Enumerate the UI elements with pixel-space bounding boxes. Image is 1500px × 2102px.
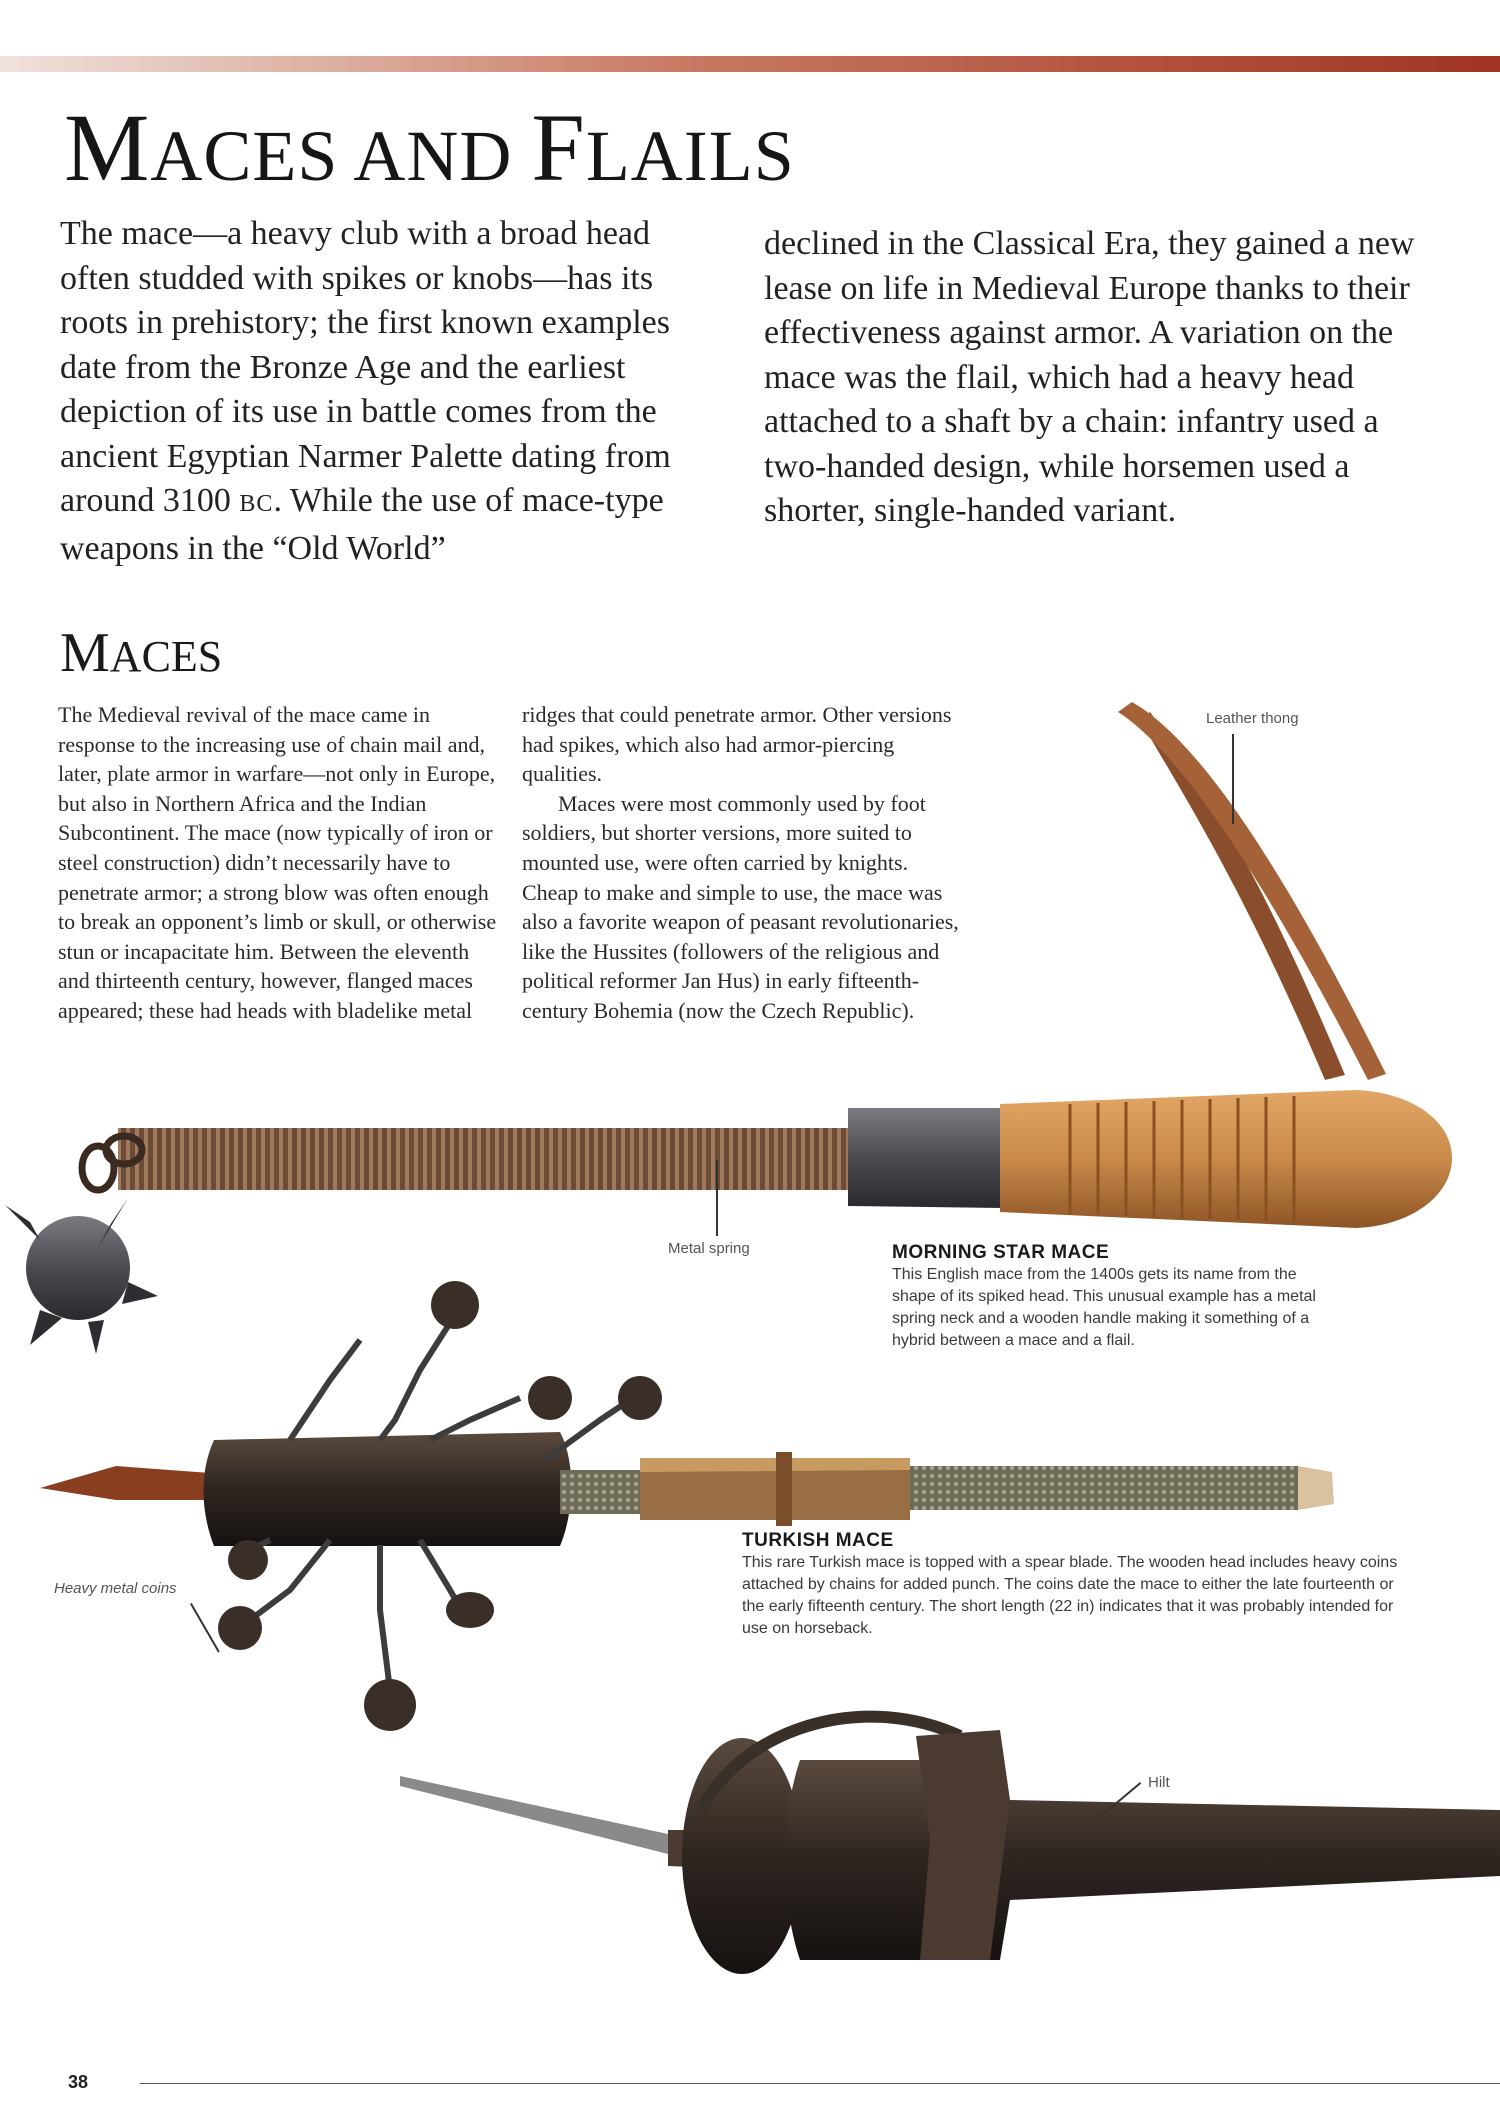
label-metal-spring: Metal spring: [668, 1240, 750, 1257]
caption-body: This English mace from the 1400s gets its name from the shape of its spiked head. This unusual example has a metal spring neck and a wooden handle making it something of a hybrid between a mace and a flail.: [892, 1266, 1316, 1349]
leader-line: [1232, 734, 1234, 824]
page-title: MACES AND FLAILS: [64, 94, 795, 201]
caption-body: This rare Turkish mace is topped with a spear blade. The wooden head includes heavy coins attached by chains for added punch. The coins date the mace to either the late fourteenth or the early fifteenth century. The short length (22 in) indicates that it was probably intended for use on horseback.: [742, 1554, 1398, 1637]
hilt-mace-image: [400, 1717, 1500, 1974]
caption-turkish-mace: [742, 1530, 1402, 1640]
leader-line: [716, 1160, 718, 1236]
caption-title: MORNING STAR MACE: [892, 1242, 1110, 1263]
page-number: 38: [68, 2072, 89, 2092]
intro-text-left: The mace—a heavy club with a broad head often studded with spikes or knobs—has its roots in prehistory; the first known examples date from the Bronze Age and the earliest depiction of its use in battle comes from the ancient Egyptian Narmer Palette dating from around 3100 BC. While the use of mace-type weapons in the “Old World”: [60, 215, 671, 567]
caption-morning-star-mace: [892, 1242, 1322, 1352]
intro-text-right: declined in the Classical Era, they gained a new lease on life in Medieval Europe thanks to their effectiveness against armor. A variation on the mace was the flail, which had a heavy head attached to a shaft by a chain: infantry used a two-handed design, while horsemen used a shorter, single-handed variant.: [764, 225, 1415, 529]
label-leather-thong: Leather thong: [1206, 710, 1299, 727]
body-paragraph: The Medieval revival of the mace came in response to the increasing use of chain mail and, later, plate armor in warfare—not only in Europe, but also in Northern Africa and the Indian Subcontinent. The mace (now typically of iron or steel construction) didn’t necessarily have to penetrate armor; a strong blow was often enough to break an opponent’s limb or skull, or otherwise stun or incapacitate him. Between the eleventh and thirteenth century, however, flanged maces appeared; these had heads with bladelike metal: [58, 702, 497, 1023]
footer-rule: [140, 2083, 1500, 2084]
caption-title: TURKISH MACE: [742, 1530, 894, 1551]
label-heavy-metal-coins: Heavy metal coins: [54, 1580, 177, 1597]
label-hilt: Hilt: [1148, 1774, 1170, 1791]
body-paragraph: Maces were most commonly used by foot soldiers, but shorter versions, more suited to mounted use, were often carried by knights. Cheap to make and simple to use, the mace was also a favorite weapon of peasant revolutionaries, like the Hussites (followers of the religious and political reformer Jan Hus) in early fifteenth-century Bohemia (now the Czech Republic).: [522, 790, 959, 1023]
section-title-maces: MACES: [60, 622, 223, 684]
body-paragraph: ridges that could penetrate armor. Other versions had spikes, which also had armor-piercing qualities.: [522, 702, 952, 787]
